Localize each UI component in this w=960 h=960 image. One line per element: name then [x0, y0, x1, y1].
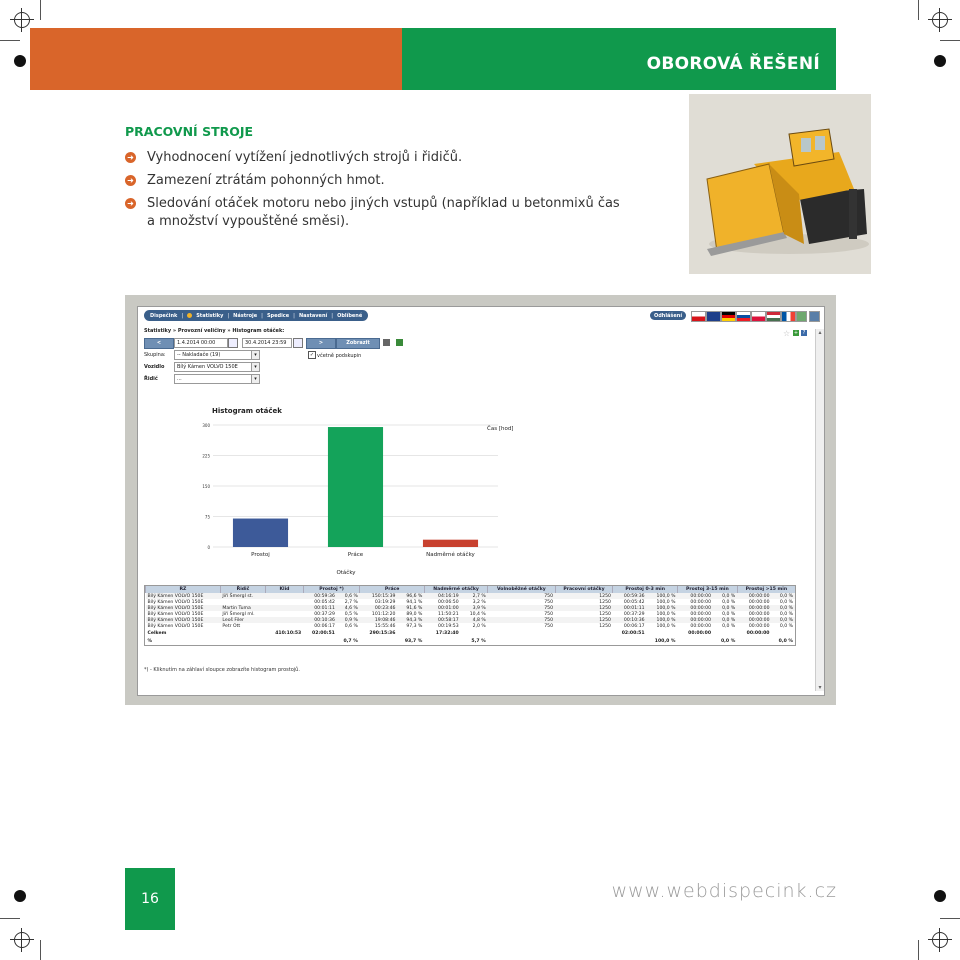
table-cell: 0,0 %: [722, 599, 736, 605]
registration-dot-br: [934, 890, 946, 902]
table-cell: 750: [544, 623, 554, 629]
table-cell: 0,6 %: [344, 623, 358, 629]
breadcrumb: Statistiky » Provozní veličiny » Histogram otáček:: [144, 328, 285, 334]
scroll-up-icon[interactable]: ▴: [818, 329, 822, 336]
table-cell: 00:05:42: [314, 599, 335, 605]
app-window: [137, 306, 825, 696]
flag-cz-icon[interactable]: [691, 311, 706, 322]
table-cell: Jiří Šmergl st.: [220, 593, 265, 599]
table-cell: 04:16:19: [424, 593, 460, 599]
column-header[interactable]: Nadměrné otáčky: [424, 586, 487, 593]
crop-mark: [0, 918, 20, 919]
table-cell: 02:00:51: [303, 629, 337, 637]
table-cell: 0,7 %: [337, 637, 360, 645]
bulldozer-icon: [689, 94, 871, 274]
column-header[interactable]: Klid: [266, 586, 304, 593]
table-cell: Celkem: [146, 629, 221, 637]
chart-svg: [178, 397, 558, 597]
crop-mark: [40, 940, 41, 960]
table-cell: 100,0 %: [647, 637, 678, 645]
table-cell: 0,0 %: [713, 593, 737, 599]
include-subgroups-checkbox[interactable]: ✓: [309, 352, 315, 358]
table-cell: 750: [488, 605, 555, 611]
table-cell: 1250: [599, 611, 611, 617]
registration-dot-tl: [14, 55, 26, 67]
flag-fr-icon[interactable]: [781, 311, 796, 322]
header-band-green: [402, 28, 836, 90]
table-cell: 100,0 %: [647, 617, 678, 623]
column-header[interactable]: Prostoj 0-3 min: [613, 586, 678, 593]
table-cell: 0,0 %: [722, 611, 736, 617]
table-cell: 11:50:21: [438, 611, 459, 617]
print-report-icon[interactable]: [383, 339, 390, 346]
table-cell: 0,0 %: [779, 611, 793, 617]
table-cell: 1250: [555, 617, 613, 623]
column-header[interactable]: Řidič: [220, 586, 265, 593]
flag-de-icon[interactable]: [721, 311, 736, 322]
table-cell: 410:10:53: [266, 629, 304, 637]
table-cell: 00:58:17: [424, 617, 460, 623]
table-cell: 00:10:36: [303, 617, 337, 623]
table-cell: 150:15:39: [360, 593, 398, 599]
table-cell: 89,0 %: [406, 611, 423, 617]
group-label: Skupina:: [144, 352, 166, 358]
x-tick-label: Nadměrné otáčky: [426, 552, 475, 558]
table-cell: 00:00:00: [678, 605, 714, 611]
table-cell: 00:00:00: [748, 599, 770, 605]
table-cell: [220, 629, 265, 637]
table-cell: [678, 637, 714, 645]
table-cell: %: [146, 637, 221, 645]
table-cell: 00:00:00: [748, 611, 770, 617]
results-table: [144, 585, 796, 646]
prev-period-button[interactable]: <: [144, 338, 174, 349]
table-cell: Bílý Kámen VOLVO 150E: [147, 611, 204, 617]
table-cell: Bílý Kámen VOLVO 150E: [147, 623, 204, 629]
table-cell: Leoš Filer: [220, 617, 265, 623]
column-header[interactable]: Prostoj 3-15 min: [678, 586, 738, 593]
table-cell: 00:00:00: [737, 605, 771, 611]
table-cell: 3,9 %: [461, 605, 488, 611]
chevron-down-icon: ▾: [251, 363, 259, 371]
table-cell: 290:15:36: [360, 629, 398, 637]
chevron-down-icon: ▾: [251, 375, 259, 383]
table-summary-row: [146, 629, 796, 637]
group-select[interactable]: -- Nakladače (19) ▾: [174, 350, 260, 360]
arrow-right-icon: ➜: [125, 175, 136, 186]
table-cell: 00:00:00: [678, 593, 714, 599]
nav-item-statistiky[interactable]: Statistiky: [196, 312, 224, 319]
table-cell: 00:37:29: [623, 611, 645, 617]
date-to-input[interactable]: 30.4.2014 23:59: [242, 338, 292, 348]
table-cell: 00:37:29: [314, 611, 335, 617]
bulldozer-photo: [689, 94, 871, 274]
arrow-right-icon: ➜: [125, 198, 136, 209]
table-cell: Bílý Kámen VOLVO 150E: [146, 593, 221, 599]
registration-mark-br: [928, 928, 952, 952]
status-dot-icon: [187, 313, 192, 318]
table-cell: 750: [544, 599, 554, 605]
section-title: PRACOVNÍ STROJE: [125, 124, 254, 139]
registration-dot-bl: [14, 890, 26, 902]
table-cell: 00:01:00: [424, 605, 460, 611]
table-cell: 0,0 %: [713, 617, 737, 623]
table-cell: [337, 629, 360, 637]
table-cell: 0,0 %: [772, 593, 795, 599]
table-cell: [303, 637, 337, 645]
add-icon[interactable]: +: [793, 330, 799, 336]
table-cell: [613, 637, 647, 645]
y-tick-label: 225: [202, 453, 210, 459]
table-cell: 0,0 %: [772, 617, 795, 623]
table-cell: 100,0 %: [656, 599, 676, 605]
table-cell: 00:06:17: [314, 623, 335, 629]
table-cell: 1250: [555, 605, 613, 611]
table-cell: 94,3 %: [397, 617, 424, 623]
driver-select[interactable]: ... ▾: [174, 374, 260, 384]
x-axis-label: Otáčky: [336, 570, 356, 576]
table-cell: 03:19:29: [374, 599, 396, 605]
table-cell: 0,0 %: [772, 605, 795, 611]
chart-title: Histogram otáček: [212, 407, 282, 415]
table-cell: 3,2 %: [472, 599, 486, 605]
table-cell: 0,9 %: [337, 617, 360, 623]
vehicle-select[interactable]: Bílý Kámen VOLVO 150E ▾: [174, 362, 260, 372]
nav-item-spedice[interactable]: Spedice: [266, 312, 290, 319]
flag-uk-icon[interactable]: [706, 311, 721, 322]
table-cell: 94,1 %: [406, 599, 423, 605]
table-cell: 0,0 %: [722, 623, 736, 629]
nav-item-nastaveni[interactable]: Nastavení: [299, 312, 328, 319]
include-subgroups-label: včetně podskupin: [317, 353, 362, 359]
table-cell: 00:00:00: [690, 599, 712, 605]
show-button[interactable]: Zobrazit: [336, 338, 380, 349]
flag-hu-icon[interactable]: [766, 311, 781, 322]
driver-label: Řidič: [144, 376, 158, 382]
y-tick-label: 0: [207, 545, 210, 550]
table-cell: 2,7 %: [344, 599, 358, 605]
table-cell: 97,3 %: [406, 623, 423, 629]
table-cell: Petr Ott: [222, 623, 241, 629]
nav-item-nastroje[interactable]: Nástroje: [233, 312, 258, 319]
crop-mark: [940, 40, 960, 41]
table-cell: 00:00:00: [690, 623, 712, 629]
column-header[interactable]: Práce: [360, 586, 425, 593]
table-cell: 17:32:40: [424, 629, 460, 637]
table-row[interactable]: [146, 611, 796, 617]
table-cell: 00:00:00: [748, 623, 770, 629]
registration-mark-bl: [10, 928, 34, 952]
export-icon[interactable]: [796, 311, 807, 322]
table-cell: 0,0 %: [713, 637, 737, 645]
table-cell: Bílý Kámen VOLVO 150E: [146, 605, 221, 611]
table-cell: 0,0 %: [779, 623, 793, 629]
main-navigation: Dispečink | Statistiky | Nástroje | Spedice | Nastavení | Oblíbené: [144, 310, 368, 321]
print-icon[interactable]: [809, 311, 820, 322]
table-cell: 750: [544, 611, 554, 617]
table-cell: [397, 629, 424, 637]
excel-export-icon[interactable]: [396, 339, 403, 346]
table-cell: 00:00:00: [737, 617, 771, 623]
table-cell: 2,0 %: [472, 623, 486, 629]
flag-sk-icon[interactable]: [736, 311, 751, 322]
table-cell: 0,0 %: [713, 605, 737, 611]
table-cell: [713, 629, 737, 637]
crop-mark: [40, 0, 41, 20]
table-cell: [488, 637, 555, 645]
registration-dot-tr: [934, 55, 946, 67]
table-cell: 100,0 %: [647, 593, 678, 599]
table-cell: 00:00:00: [678, 617, 714, 623]
table-cell: Bílý Kámen VOLVO 150E: [147, 599, 204, 605]
table-cell: 1250: [555, 593, 613, 599]
column-header[interactable]: Prostoj >15 min: [737, 586, 795, 593]
table-cell: 0,0 %: [772, 637, 795, 645]
table-summary-row: [146, 637, 796, 645]
table-cell: 4,8 %: [461, 617, 488, 623]
table-cell: 1250: [599, 623, 611, 629]
table-cell: 5,7 %: [461, 637, 488, 645]
page-number: 16: [125, 868, 175, 930]
flag-pl-icon[interactable]: [751, 311, 766, 322]
nav-item-oblibene[interactable]: Oblíbené: [337, 312, 363, 319]
table-cell: 96,6 %: [397, 593, 424, 599]
table-cell: 00:06:50: [438, 599, 459, 605]
bar-práce: [328, 427, 383, 547]
bar-prostoj: [233, 519, 288, 547]
arrow-right-icon: ➜: [125, 152, 136, 163]
y-tick-label: 75: [204, 514, 210, 520]
table-cell: 00:00:00: [690, 611, 712, 617]
logout-button[interactable]: Odhlášení: [650, 311, 686, 320]
website-url: www.webdispecink.cz: [611, 880, 837, 902]
table-cell: 0,6 %: [337, 593, 360, 599]
column-header[interactable]: Pracovní otáčky: [555, 586, 613, 593]
table-cell: 02:00:51: [613, 629, 647, 637]
calendar-icon[interactable]: [293, 338, 303, 348]
registration-mark-tr: [928, 8, 952, 32]
table-cell: 15:55:46: [374, 623, 396, 629]
table-cell: 0,5 %: [344, 611, 358, 617]
next-period-button[interactable]: >: [306, 338, 336, 349]
table-footnote: *) - Kliknutím na záhlaví sloupce zobrazíte histogram prostojů.: [144, 667, 300, 673]
table-cell: 100,0 %: [647, 605, 678, 611]
vehicle-label: Vozidlo: [144, 364, 165, 370]
crop-mark: [918, 0, 919, 20]
table-cell: [737, 637, 771, 645]
vertical-scrollbar[interactable]: [815, 329, 824, 691]
table-cell: 19:08:46: [360, 617, 398, 623]
table-cell: 750: [488, 593, 555, 599]
table-cell: 93,7 %: [397, 637, 424, 645]
table-header-row: [146, 586, 796, 593]
table-cell: [266, 637, 304, 645]
table-cell: 00:00:00: [678, 629, 714, 637]
y-tick-label: 150: [202, 484, 210, 489]
header-band-orange: [30, 28, 402, 90]
y-axis-label: Čas [hod]: [487, 426, 514, 432]
table-cell: [220, 637, 265, 645]
table-cell: 00:01:11: [303, 605, 337, 611]
bar-nadměrné-otáčky: [423, 540, 478, 547]
table-cell: 101:12:20: [371, 611, 396, 617]
table-cell: Bílý Kámen VOLVO 150E: [146, 617, 221, 623]
nav-item-dispecink[interactable]: Dispečink: [150, 312, 178, 319]
table-cell: 100,0 %: [656, 611, 676, 617]
table-cell: [360, 637, 398, 645]
table-cell: 00:59:36: [613, 593, 647, 599]
header-title: OBOROVÁ ŘEŠENÍ: [646, 54, 820, 74]
table-cell: 100,0 %: [656, 623, 676, 629]
table-cell: [772, 629, 795, 637]
table-cell: 00:05:42: [623, 599, 645, 605]
date-from-input[interactable]: 1.4.2014 00:00: [174, 338, 228, 348]
table-cell: 00:19:53: [438, 623, 459, 629]
table-cell: [555, 629, 613, 637]
table-cell: 00:06:17: [623, 623, 645, 629]
x-tick-label: Práce: [347, 552, 364, 558]
table-cell: 00:59:36: [303, 593, 337, 599]
table-cell: 00:00:00: [737, 593, 771, 599]
table-cell: 0,0 %: [779, 599, 793, 605]
table-cell: 00:01:11: [613, 605, 647, 611]
column-header[interactable]: Prostoj *): [303, 586, 360, 593]
crop-mark: [0, 40, 20, 41]
column-header[interactable]: RZ: [146, 586, 221, 593]
scroll-down-icon[interactable]: ▾: [818, 684, 822, 691]
table-cell: [424, 637, 460, 645]
table-cell: 2,7 %: [461, 593, 488, 599]
table-cell: 1250: [599, 599, 611, 605]
chevron-down-icon: ▾: [251, 351, 259, 359]
favorite-star-icon[interactable]: ☆: [783, 329, 791, 338]
table-cell: 4,6 %: [337, 605, 360, 611]
table-cell: Martin Tuma: [220, 605, 265, 611]
crop-mark: [918, 940, 919, 960]
crop-mark: [940, 918, 960, 919]
x-tick-label: Prostoj: [251, 552, 270, 558]
calendar-icon[interactable]: [228, 338, 238, 348]
table-cell: [555, 637, 613, 645]
table-cell: 10,4 %: [469, 611, 486, 617]
table-cell: Jiří Šmergl ml.: [222, 611, 255, 617]
y-tick-label: 300: [202, 423, 210, 428]
table-cell: 91,6 %: [397, 605, 424, 611]
column-header[interactable]: Volnoběžné otáčky: [488, 586, 555, 593]
table-cell: 00:23:46: [360, 605, 398, 611]
table-cell: [461, 629, 488, 637]
table-cell: 750: [488, 617, 555, 623]
table-cell: 00:00:00: [737, 629, 771, 637]
help-icon[interactable]: ?: [802, 330, 806, 336]
table-cell: [488, 629, 555, 637]
table-cell: [647, 629, 678, 637]
histogram-chart: [178, 397, 558, 597]
table-cell: 00:10:36: [613, 617, 647, 623]
